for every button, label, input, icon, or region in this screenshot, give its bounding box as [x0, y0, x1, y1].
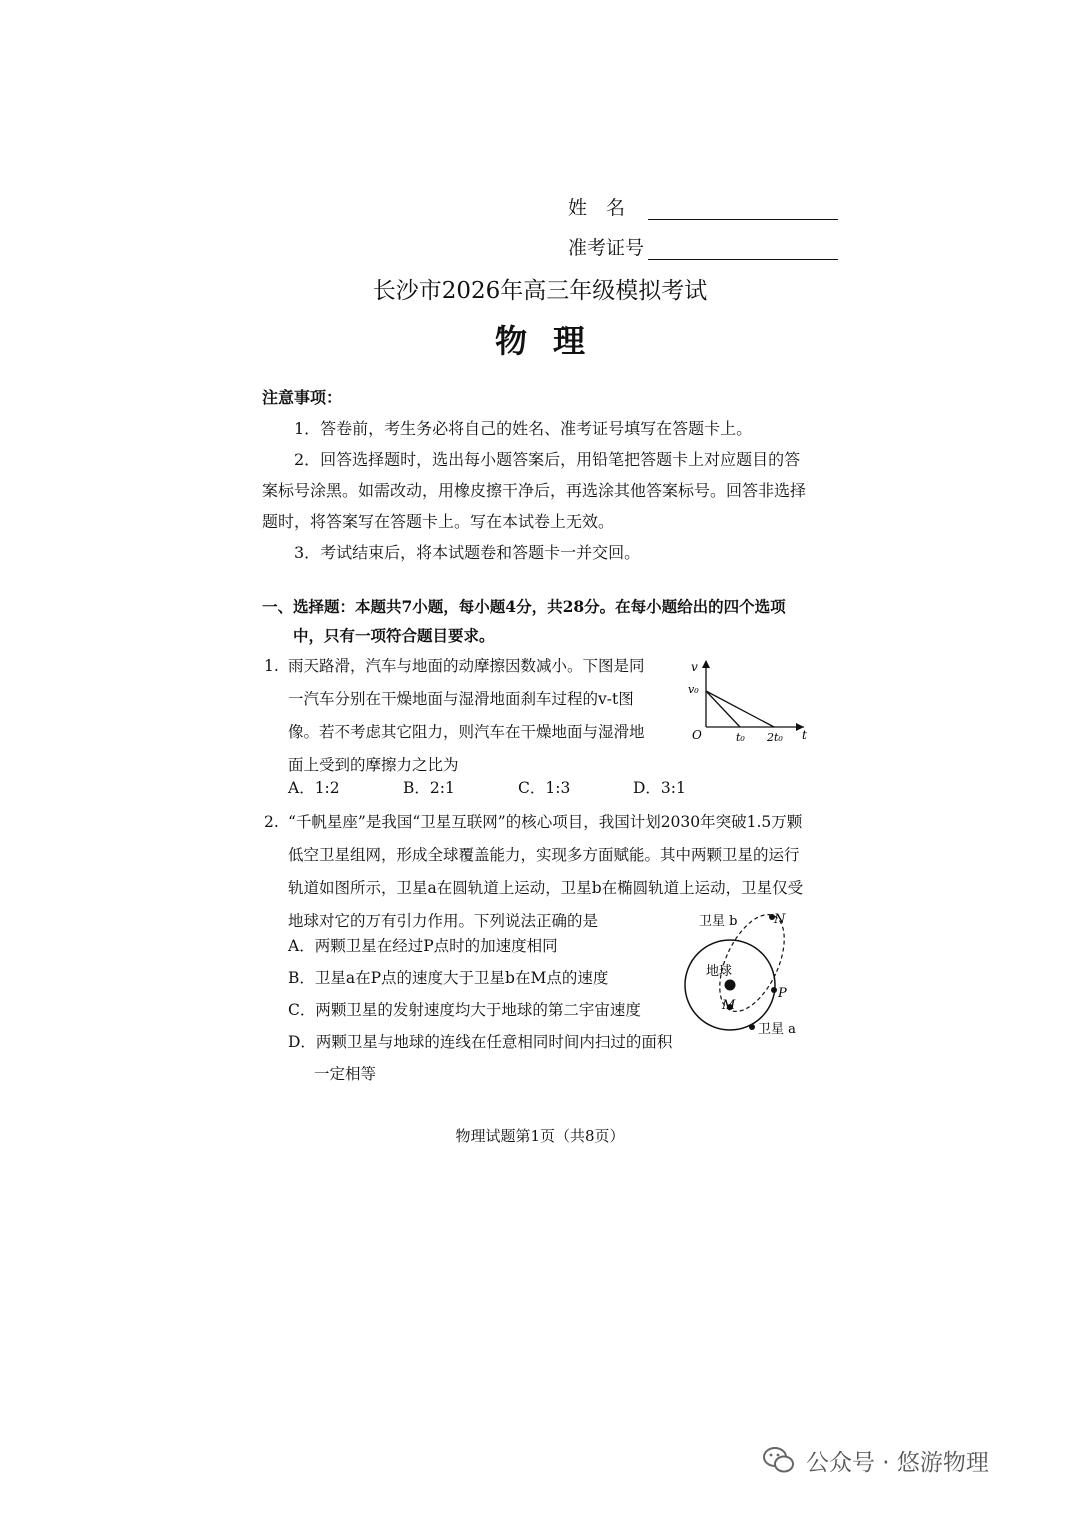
notice-item: 2．回答选择题时，选出每小题答案后，用铅笔把答题卡上对应题目的答案标号涂黑。如需改动，用橡皮擦干净后，再选涂其他答案标号。回答非选择题时，将答案写在答题卡上。写在本试卷上无效。 [262, 450, 807, 531]
section-heading [262, 592, 812, 650]
point-n-label: N [774, 912, 786, 927]
candidate-info [568, 180, 838, 260]
point-m-label: M [722, 998, 736, 1013]
exam-title: 长沙市2026年高三年级模拟考试 [372, 278, 708, 304]
v0-label: v₀ [688, 683, 699, 696]
option-c: C．两颗卫星的发射速度均大于地球的第二宇宙速度 [288, 1001, 641, 1019]
name-field-row [568, 180, 838, 220]
option-a: A．1:2 [288, 779, 340, 797]
question-1-stem-wrap [264, 650, 659, 782]
section-text: 一、选择题：本题共7小题，每小题4分，共28分。在每小题给出的四个选项中，只有一项符合题目要求。 [262, 597, 786, 645]
notice-item: 1．答卷前，考生务必将自己的姓名、准考证号填写在答题卡上。 [294, 419, 753, 438]
point-p-dot [771, 987, 777, 993]
satellite-b-label: 卫星 b [699, 914, 738, 929]
option-d: D．3:1 [633, 779, 686, 797]
name-label: 姓 名 [568, 197, 626, 219]
name-blank-line [648, 197, 838, 220]
option-c: C．1:3 [518, 779, 571, 797]
page-footer: 物理试题第1页（共8页） [455, 1127, 625, 1145]
option-b: B．2:1 [403, 779, 455, 797]
id-blank-line [648, 237, 838, 260]
notice-heading: 注意事项： [262, 388, 343, 407]
2t0-label: 2t₀ [767, 731, 783, 744]
vt-graph [664, 655, 814, 745]
wet-line [706, 691, 774, 727]
question-1-stem: 雨天路滑，汽车与地面的动摩擦因数减小。下图是同一汽车分别在干燥地面与湿滑地面刹车过程的v-t图像。若不考虑其它阻力，则汽车在干燥地面与湿滑地面上受到的摩擦力之比为 [288, 657, 645, 774]
watermark-text: 公众号 · 悠游物理 [806, 1449, 989, 1476]
wechat-icon [762, 1445, 796, 1475]
question-2-number: 2. [264, 813, 279, 831]
satellite-a-label: 卫星 a [758, 1022, 796, 1037]
v-axis-arrow [702, 660, 710, 668]
satellite-a-dot [749, 1024, 755, 1030]
v-axis-label: v [691, 660, 698, 674]
origin-label: O [692, 728, 702, 742]
id-field-row [568, 220, 838, 260]
option-d: D．两颗卫星与地球的连线在任意相同时间内扫过的面积一定相等 [288, 1033, 673, 1083]
t-axis-label: t [802, 728, 807, 742]
notice-item: 3．考试结束后，将本试题卷和答题卡一并交回。 [294, 543, 641, 562]
dry-line [706, 691, 740, 727]
option-a: A．两颗卫星在经过P点时的加速度相同 [288, 937, 558, 955]
watermark [762, 1440, 1062, 1480]
question-2-stem: “千帆星座”是我国“卫星互联网”的核心项目，我国计划2030年突破1.5万颗低空卫星组网，形成全球覆盖能力，实现多方面赋能。其中两颗卫星的运行轨道如图所示，卫星a在圆轨道上运动，卫星b在椭圆轨道上运动，卫星仅受地球对它的万有引力作用。下列说法正确的是 [288, 813, 804, 930]
question-1-options [288, 776, 748, 798]
point-p-label: P [778, 986, 787, 1001]
t0-label: t₀ [736, 731, 745, 744]
earth-label: 地球 [706, 964, 733, 979]
subject-title: 物理 [494, 322, 611, 360]
question-1 [264, 650, 659, 782]
question-1-number: 1. [264, 657, 279, 675]
question-2-options [288, 930, 678, 1090]
orbit-diagram [682, 905, 812, 1045]
notice-block [262, 382, 812, 568]
id-label: 准考证号 [568, 237, 645, 259]
earth-dot [725, 980, 736, 991]
option-b: B．卫星a在P点的速度大于卫星b在M点的速度 [288, 969, 609, 987]
